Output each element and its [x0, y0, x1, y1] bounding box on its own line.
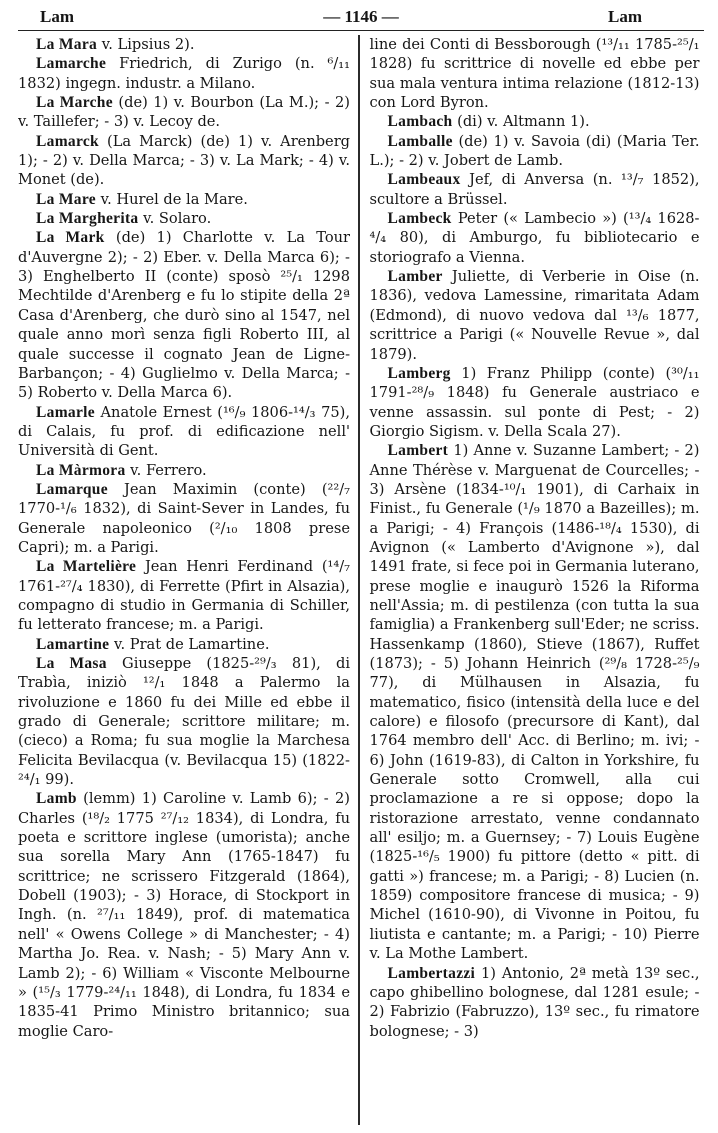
entry-text: Jean Henri Ferdinand (¹⁴/₇ 1761-²⁷/₄ 1830), di Ferrette (Pfirt in Alsazia), compagno di studio in Germania di Schiller, fu letterato francese; m. a Parigi. — [18, 558, 351, 634]
right-column — [360, 35, 704, 1125]
entry-text: v. Prat de Lamartine. — [113, 635, 270, 653]
dictionary-entry — [18, 557, 350, 634]
entry-headword: Lamb — [36, 790, 77, 808]
page-header — [18, 6, 704, 28]
dictionary-entry — [370, 267, 700, 364]
entry-headword: La Mara — [36, 36, 98, 53]
entry-text: 1) Anne v. Suzanne Lambert; - 2) Anne Thérèse v. Marguenat de Courcelles; - 3) Arsène (1834-¹⁰/₁ 1901), di Carhaix in Finist., fu Generale (¹/₉ 1870 a Bazeilles); m. a Parigi; - 4) François (1486-¹⁸/₄ 1530), di Avignon (« Lamberto d'Avignone »), dal 1491 frate, si fece poi in Germania luterano, prese moglie e inaugurò 1526 la Riforma nell'Assia; m. di pestilenza (con tutta la sua famiglia) a Frankenberg sull'Eder; ne scriss. Hassenkamp (1860), Stieve (1867), Ruffet (1873); - 5) Johann Heinrich (²⁹/₈ 1728-²⁵/₉ 77), di Mülhausen in Alsazia, fu matematico, fisico (intensità della luce e del calore) e filosofo (precursore di Kant), dal 1764 membro dell' Acc. di Berlino; m. ivi; - 6) John (1619-83), di Calton in Yorkshire, fu Generale sotto Cromwell, alla cui proclamazione a re si oppose; dopo la ristorazione arrestato, venne condannato all' esiljo; m. a Guernsey; - 7) Louis Eugène (1825-¹⁶/₅ 1900) fu pittore (detto « pitt. di gatti ») francese; m. a Parigi; - 8) Lucien (n. 1859) compositore francese di musica; - 9) Michel (1610-90), di Vivonne in Poitou, fu liutista e cantante; m. a Parigi; - 10) Pierre v. La Mothe Lambert. — [369, 442, 700, 963]
header-left-keyword: Lam — [40, 7, 74, 26]
entry-text: Jef, di Anversa (n. ¹³/₇ 1852), scultore a Brüssel. — [369, 171, 700, 208]
entry-headword: Lamberg — [387, 364, 451, 382]
entry-headword: La Mark — [36, 229, 105, 247]
entry-text: Anatole Ernest (¹⁶/₉ 1806-¹⁴/₃ 75), di Calais, fu prof. di edificazione nell' Università di Gent. — [18, 403, 350, 460]
entry-headword: La Mare — [36, 190, 96, 208]
dictionary-entry — [370, 964, 700, 1041]
dictionary-entry — [18, 403, 350, 461]
entry-text: (de) 1) Charlotte v. La Tour d'Auvergne 2); - 2) Eber. v. Della Marca 6); - 3) Enghelberto II (conte) sposò ²⁵/₁ 1298 Mechtilde d'Arenberg e fu lo stipite della 2ª Casa d'Arenberg, che durò sino al 1547, nel quale anno morì senza figli Roberto III, al quale successe il cognato Jean de Ligne-Barbançon; - 4) Guglielmo v. Della Marca; - 5) Roberto v. Della Marca 6). — [18, 229, 351, 402]
entry-text: Peter (« Lambecio ») (¹³/₄ 1628-⁴/₄ 80), di Amburgo, fu bibliotecario e storiografo a Vienna. — [369, 210, 700, 266]
header-right-keyword: Lam — [608, 7, 642, 26]
dictionary-entry — [370, 441, 700, 963]
entry-text: Giuseppe (1825-²⁹/₃ 81), di Trabìa, iniziò ¹²/₁ 1848 a Palermo la rivoluzione e 1860 fu dei Mille ed ebbe il grado di Generale; scrittore militare; m. (cieco) a Roma; fu sua moglie la Marchesa Felicita Bevilacqua (v. Bevilacqua 15) (1822-²⁴/₁ 99). — [18, 655, 350, 789]
dictionary-entry — [370, 364, 700, 441]
entry-headword: La Marche — [36, 94, 113, 112]
entry-text: (de) 1) v. Savoia (di) (Maria Ter. L.); - 2) v. Jobert de Lamb. — [369, 132, 700, 170]
entry-headword: La Masa — [36, 655, 107, 672]
entry-text: line dei Conti di Bessborough (¹³/₁₁ 1785-²⁵/₁ 1828) fu scrittrice di novelle ed ebbe per sua mala ventura intima relazione (1812-13) con Lord Byron. — [369, 36, 700, 112]
entry-text: v. Solaro. — [143, 210, 212, 228]
entry-text: v. Lipsius 2). — [101, 36, 195, 53]
entry-headword: Lamarle — [36, 403, 95, 421]
entry-headword: Lambertazzi — [387, 964, 476, 982]
dictionary-entry — [370, 209, 700, 267]
entry-text: 1) Antonio, 2ª metà 13º sec., capo ghibellino bolognese, dal 1281 esule; - 2) Fabrizio (Fabruzzo), 13º sec., fu rimatore bolognese; - 3) — [369, 964, 700, 1040]
dictionary-entry — [370, 35, 700, 112]
entry-text: Jean Maximin (conte) (²²/₇ 1770-¹/₆ 1832), di Saint-Sever in Landes, fu Generale napoleonico (²/₁₀ 1808 prese Capri); m. a Parigi. — [18, 480, 350, 556]
text-columns — [18, 35, 704, 1125]
entry-headword: Lamber — [387, 268, 443, 286]
dictionary-entry — [18, 132, 350, 190]
entry-text: (di) v. Altmann 1). — [457, 113, 590, 131]
entry-text: (La Marck) (de) 1) v. Arenberg 1); - 2) v. Della Marca; - 3) v. La Mark; - 4) v. Monet (de). — [18, 132, 351, 189]
entry-headword: Lambach — [387, 113, 453, 131]
entry-text: v. Hurel de la Mare. — [100, 190, 248, 208]
dictionary-entry — [370, 170, 700, 209]
page-number: — 1146 — — [323, 7, 399, 26]
entry-headword: La Margherita — [36, 210, 139, 228]
dictionary-entry — [18, 228, 350, 402]
dictionary-entry — [18, 190, 350, 209]
entry-headword: Lamartine — [36, 635, 110, 653]
entry-text: 1) Franz Philipp (conte) (³⁰/₁₁ 1791-²⁸/₉ 1848) fu Generale austriaco e venne assassin. sul ponte di Pest; - 2) Giorgio Sigism. v. Della Scala 27). — [369, 364, 700, 440]
entry-headword: Lamarque — [36, 480, 108, 498]
entry-text: Friedrich, di Zurigo (n. ⁶/₁₁ 1832) ingegn. industr. a Milano. — [18, 55, 350, 92]
dictionary-entry — [18, 654, 350, 789]
entry-text: v. Ferrero. — [130, 461, 207, 479]
entry-text: (lemm) 1) Caroline v. Lamb 6); - 2) Charles (¹⁸/₂ 1775 ²⁷/₁₂ 1834), di Londra, fu poeta e scrittore inglese (umorista); anche sua sorella Mary Ann (1765-1847) fu scrittrice; ne scrissero Fitzgerald (1864), Dobell (1903); - 3) Horace, di Stockport in Ingh. (n. ²⁷/₁₁ 1849), prof. di matematica nell' « Owens College » di Manchester; - 4) Martha Jo. Rea. v. Nash; - 5) Mary Ann v. Lamb 2); - 6) William « Visconte Melbourne » (¹⁵/₃ 1779-²⁴/₁₁ 1848), di Londra, fu 1834 e 1835-41 Primo Ministro britannico; sua moglie Caro- — [18, 790, 350, 1040]
header-rule — [18, 30, 704, 31]
entry-headword: Lambert — [387, 442, 449, 460]
entry-headword: Lambeck — [387, 210, 452, 228]
entry-headword: La Martelière — [36, 558, 137, 576]
entry-headword: Lamballe — [387, 132, 453, 150]
dictionary-entry — [370, 112, 700, 131]
dictionary-entry — [18, 461, 350, 480]
entry-headword: Lamarche — [36, 55, 107, 73]
entry-text: Juliette, di Verberie in Oise (n. 1836), vedova Lamessine, rimaritata Adam (Edmond), di nuovo vedova dal ¹³/₆ 1877, scrittrice a Parigi (« Nouvelle Revue », dal 1879). — [369, 268, 700, 363]
entry-headword: Lambeaux — [387, 171, 461, 189]
left-column — [18, 35, 358, 1125]
dictionary-entry — [18, 93, 350, 132]
dictionary-entry — [18, 54, 350, 93]
entry-headword: Lamarck — [36, 132, 99, 150]
dictionary-entry — [18, 480, 350, 557]
dictionary-entry — [18, 635, 350, 654]
entry-text: (de) 1) v. Bourbon (La M.); - 2) v. Taillefer; - 3) v. Lecoy de. — [18, 94, 351, 131]
dictionary-entry — [370, 132, 700, 171]
dictionary-entry — [18, 789, 350, 1040]
entry-headword: La Màrmora — [36, 461, 126, 479]
dictionary-entry — [18, 35, 350, 54]
dictionary-entry — [18, 209, 350, 228]
